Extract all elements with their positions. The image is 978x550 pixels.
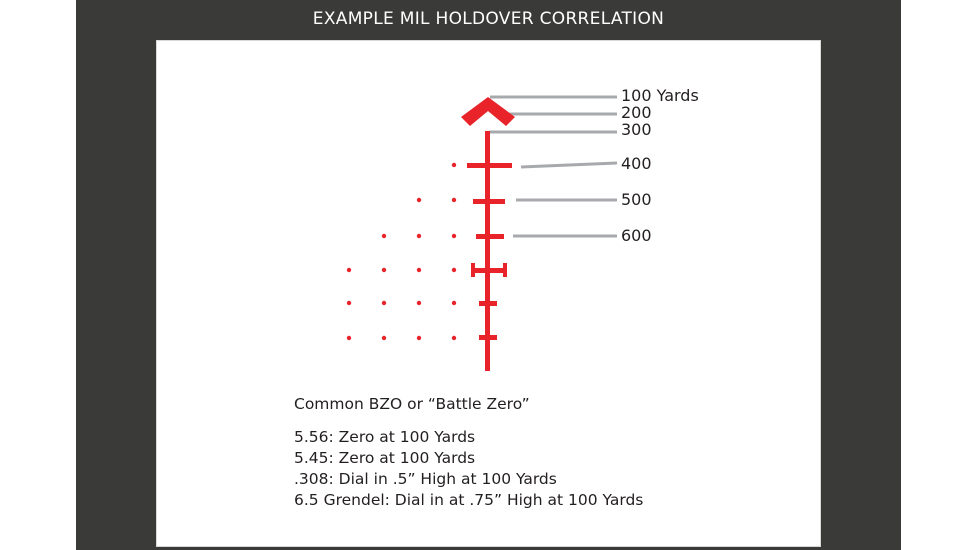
wind-dot <box>452 268 456 272</box>
wind-dot <box>382 336 386 340</box>
bzo-line-556: 5.56: Zero at 100 Yards <box>294 428 476 446</box>
range-label-500: 500 <box>621 190 652 209</box>
holdover-bar-700 <box>473 268 505 273</box>
wind-dot <box>347 336 351 340</box>
bzo-heading: Common BZO or “Battle Zero” <box>294 395 530 413</box>
diagram-panel <box>156 40 821 547</box>
holdover-bar-900 <box>479 335 497 340</box>
holdover-bar-700-left-cap <box>471 263 475 277</box>
wind-dot <box>452 301 456 305</box>
wind-dot <box>452 336 456 340</box>
wind-dot <box>417 198 421 202</box>
reticle-marks <box>347 97 515 371</box>
wind-dot <box>382 268 386 272</box>
bzo-line-545: 5.45: Zero at 100 Yards <box>294 449 476 467</box>
holdover-bar-400 <box>467 163 512 168</box>
wind-dot <box>347 268 351 272</box>
wind-dot <box>347 301 351 305</box>
wind-dot <box>452 234 456 238</box>
leader-line-400 <box>521 163 617 167</box>
holdover-bar-500 <box>473 199 505 204</box>
wind-dot <box>417 336 421 340</box>
range-label-300: 300 <box>621 120 652 139</box>
range-label-100: 100 Yards <box>621 86 699 105</box>
holdover-bar-800 <box>479 301 497 306</box>
range-label-200: 200 <box>621 103 652 122</box>
range-label-400: 400 <box>621 154 652 173</box>
bzo-line-308: .308: Dial in .5” High at 100 Yards <box>294 470 557 488</box>
wind-dot <box>417 268 421 272</box>
frame <box>76 0 901 550</box>
bzo-line-grendel: 6.5 Grendel: Dial in at .75” High at 100 Yards <box>294 491 644 509</box>
chevron-mark <box>461 97 515 126</box>
wind-dot <box>452 163 456 167</box>
wind-dot <box>417 301 421 305</box>
range-label-600: 600 <box>621 226 652 245</box>
holdover-bar-600 <box>476 234 504 239</box>
bzo-notes <box>294 394 643 511</box>
diagram-title: EXAMPLE MIL HOLDOVER CORRELATION <box>312 9 665 29</box>
wind-dot <box>382 234 386 238</box>
holdover-bar-700-right-cap <box>503 263 507 277</box>
wind-dot <box>417 234 421 238</box>
wind-dot <box>382 301 386 305</box>
wind-dot <box>452 198 456 202</box>
